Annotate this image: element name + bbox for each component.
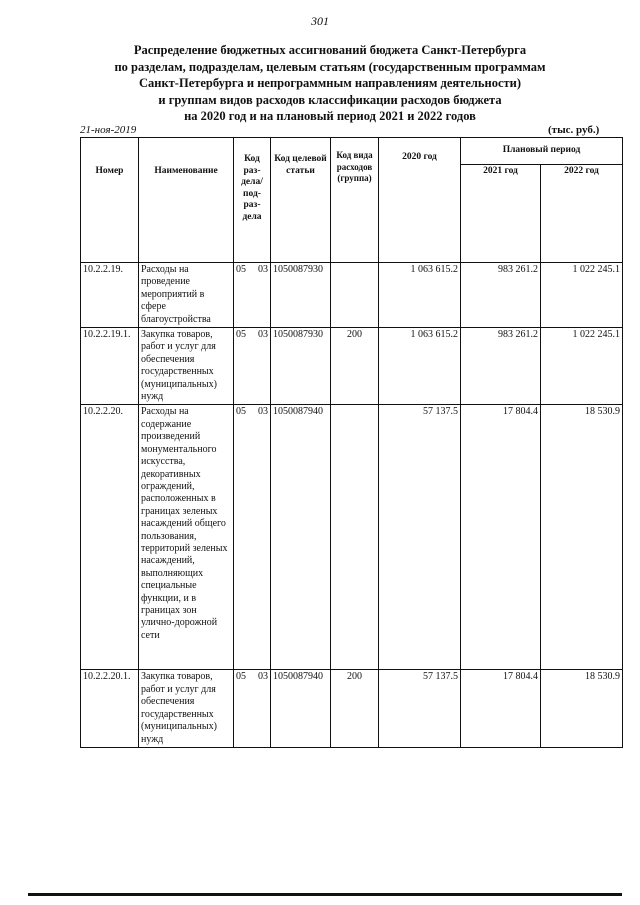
header-kod-razdela: Код раз-дела/ под-раз-дела: [234, 138, 271, 263]
cell-vid: 200: [331, 328, 379, 405]
podrazdel-code: 03: [258, 264, 268, 275]
budget-table: [80, 137, 623, 748]
podrazdel-code: 03: [258, 406, 268, 418]
document-date: 21-ноя-2019: [80, 124, 137, 136]
bottom-divider: [28, 893, 622, 896]
title-line: по разделам, подразделам, целевым статьям (государственным программам: [114, 59, 546, 74]
cell-name: Закупка товаров, работ и услуг для обеспечения государственных (муниципальных) нужд: [139, 328, 234, 405]
razdel-code: 05: [236, 264, 246, 275]
header-2021: 2021 год: [461, 165, 541, 263]
cell-nomer: 10.2.2.20.: [81, 405, 139, 670]
title-line: Распределение бюджетных ассигнований бюджета Санкт-Петербурга: [133, 43, 527, 57]
cell-2020: 57 137.5: [379, 405, 461, 670]
cell-2021: 17 804.4: [461, 405, 541, 670]
cell-nomer: 10.2.2.19.1.: [81, 328, 139, 405]
header-kod-statii: Код целевой статьи: [271, 138, 331, 263]
cell-2021: 17 804.4: [461, 670, 541, 747]
cell-2022: 1 022 245.1: [541, 328, 623, 405]
table-row: [81, 263, 623, 328]
cell-2020: 1 063 615.2: [379, 263, 461, 328]
cell-2021: 983 261.2: [461, 263, 541, 328]
razdel-code: 05: [236, 329, 246, 341]
title-line: на 2020 год и на плановый период 2021 и 2022 годов: [184, 109, 476, 123]
cell-vid: [331, 405, 379, 670]
table-row: [81, 328, 623, 405]
cell-2021: 983 261.2: [461, 328, 541, 405]
header-2020: 2020 год: [379, 138, 461, 263]
cell-statia: 1050087930: [271, 263, 331, 328]
cell-razdel: [234, 328, 271, 405]
header-planoviy-period: Плановый период: [461, 138, 623, 165]
cell-statia: 1050087930: [271, 328, 331, 405]
cell-razdel: [234, 263, 271, 328]
header-2022: 2022 год: [541, 165, 623, 263]
cell-name: Расходы на проведение мероприятий в сфере благоустройства: [139, 263, 234, 328]
document-title: [90, 42, 570, 125]
razdel-code: 05: [236, 406, 246, 418]
table-row: [81, 405, 623, 670]
podrazdel-code: 03: [258, 671, 268, 683]
cell-2022: 18 530.9: [541, 405, 623, 670]
cell-name: Закупка товаров, работ и услуг для обеспечения государственных (муниципальных) нужд: [139, 670, 234, 747]
cell-2020: 1 063 615.2: [379, 328, 461, 405]
table-row: [81, 670, 623, 747]
cell-razdel: [234, 670, 271, 747]
cell-statia: 1050087940: [271, 670, 331, 747]
cell-name: Расходы на содержание произведений монументального искусства, декоративных ограждений, расположенных в границах зеленых насаждений общего пользования, территорий зеленых насаждений, выполняющих специальные функции, и в границах зон улично-дорожной сети: [139, 405, 234, 670]
header-naimenovanie: Наименование: [139, 138, 234, 263]
podrazdel-code: 03: [258, 329, 268, 341]
units-label: (тыс. руб.): [548, 124, 600, 136]
cell-vid: [331, 263, 379, 328]
header-kod-vida: Код вида расходов (группа): [331, 138, 379, 263]
cell-razdel: [234, 405, 271, 670]
header-nomer: Номер: [81, 138, 139, 263]
cell-nomer: 10.2.2.19.: [81, 263, 139, 328]
page-number: 301: [311, 14, 329, 28]
header-row: [81, 138, 623, 165]
title-line: и группам видов расходов классификации расходов бюджета: [158, 92, 502, 107]
cell-statia: 1050087940: [271, 405, 331, 670]
cell-2020: 57 137.5: [379, 670, 461, 747]
razdel-code: 05: [236, 671, 246, 683]
title-line: Санкт-Петербурга и непрограммным направлениям деятельности): [138, 76, 521, 90]
cell-2022: 18 530.9: [541, 670, 623, 747]
cell-nomer: 10.2.2.20.1.: [81, 670, 139, 747]
cell-vid: 200: [331, 670, 379, 747]
cell-2022: 1 022 245.1: [541, 263, 623, 328]
